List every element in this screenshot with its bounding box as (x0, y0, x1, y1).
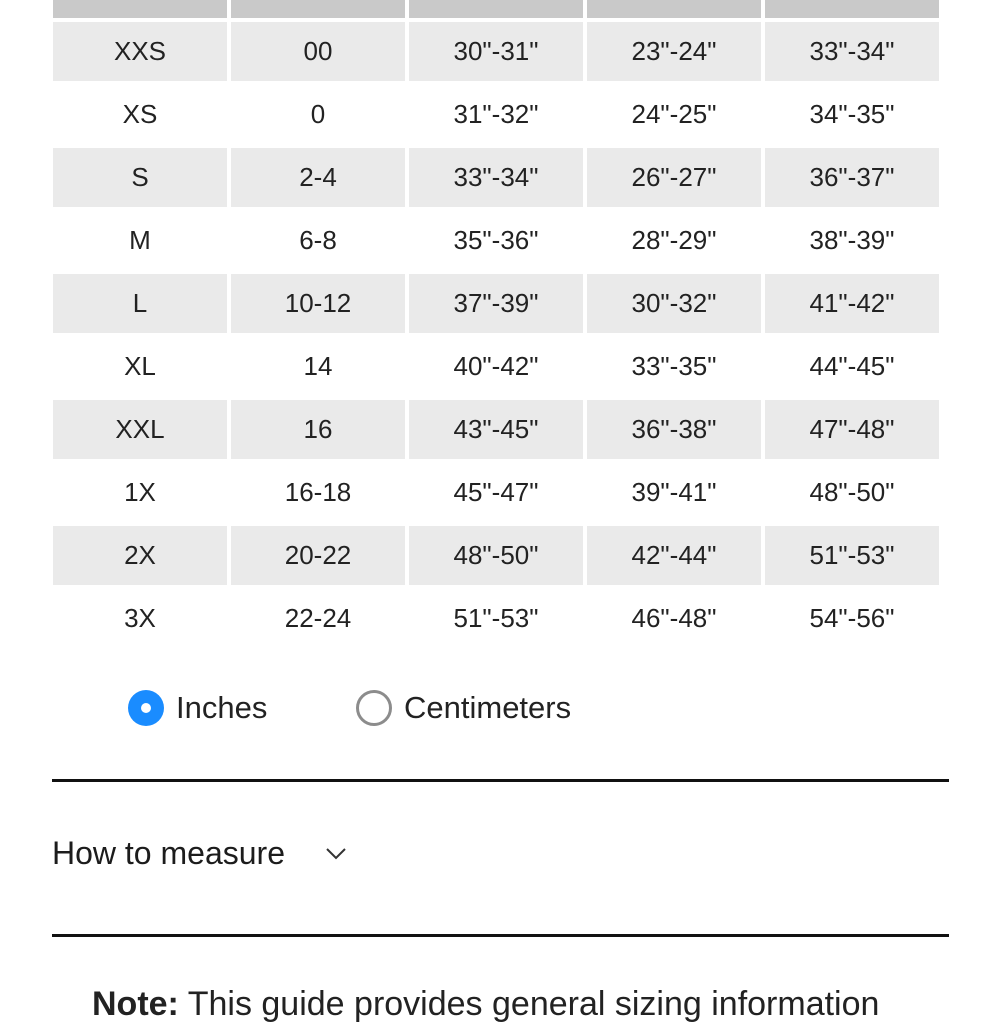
measurement-cell: 43"-45" (409, 400, 583, 459)
numeric-size-cell: 20-22 (231, 526, 405, 585)
header-cell (231, 0, 405, 18)
measurement-cell: 44"-45" (765, 337, 939, 396)
header-cell (587, 0, 761, 18)
measurement-cell: 47"-48" (765, 400, 939, 459)
measurement-cell: 37"-39" (409, 274, 583, 333)
measurement-cell: 40"-42" (409, 337, 583, 396)
inches-label: Inches (176, 690, 268, 725)
measurement-cell: 35"-36" (409, 211, 583, 270)
centimeters-option[interactable] (356, 690, 571, 726)
table-row (53, 85, 939, 144)
measurement-cell: 51"-53" (409, 589, 583, 648)
measurement-cell: 41"-42" (765, 274, 939, 333)
size-cell: XL (53, 337, 227, 396)
measurement-cell: 34"-35" (765, 85, 939, 144)
divider (52, 934, 949, 937)
size-cell: XXL (53, 400, 227, 459)
inches-radio[interactable] (128, 690, 164, 726)
inches-option[interactable] (128, 690, 267, 726)
table-row (53, 400, 939, 459)
measurement-cell: 36"-38" (587, 400, 761, 459)
measurement-cell: 30"-31" (409, 22, 583, 81)
size-cell: L (53, 274, 227, 333)
measurement-cell: 31"-32" (409, 85, 583, 144)
size-chart-table (49, 0, 943, 652)
table-row (53, 337, 939, 396)
centimeters-radio[interactable] (356, 690, 392, 726)
header-cell (765, 0, 939, 18)
how-to-measure-label: How to measure (52, 835, 285, 871)
measurement-cell: 28"-29" (587, 211, 761, 270)
numeric-size-cell: 14 (231, 337, 405, 396)
table-row (53, 463, 939, 522)
header-cell (409, 0, 583, 18)
sizing-note (92, 985, 879, 1024)
table-row (53, 22, 939, 81)
divider (52, 779, 949, 782)
measurement-cell: 24"-25" (587, 85, 761, 144)
measurement-cell: 48"-50" (765, 463, 939, 522)
measurement-cell: 23"-24" (587, 22, 761, 81)
size-cell: XS (53, 85, 227, 144)
note-text: This guide provides general sizing information (178, 985, 880, 1023)
numeric-size-cell: 16-18 (231, 463, 405, 522)
size-chart-header-row (53, 0, 939, 18)
numeric-size-cell: 00 (231, 22, 405, 81)
measurement-cell: 46"-48" (587, 589, 761, 648)
measurement-cell: 33"-35" (587, 337, 761, 396)
measurement-cell: 54"-56" (765, 589, 939, 648)
measurement-cell: 48"-50" (409, 526, 583, 585)
centimeters-label: Centimeters (404, 690, 572, 725)
measurement-cell: 39"-41" (587, 463, 761, 522)
measurement-cell: 36"-37" (765, 148, 939, 207)
note-prefix: Note: (92, 985, 179, 1023)
numeric-size-cell: 10-12 (231, 274, 405, 333)
measurement-cell: 33"-34" (409, 148, 583, 207)
how-to-measure-toggle[interactable] (52, 835, 347, 872)
measurement-cell: 33"-34" (765, 22, 939, 81)
numeric-size-cell: 0 (231, 85, 405, 144)
size-cell: XXS (53, 22, 227, 81)
table-row (53, 211, 939, 270)
table-row (53, 589, 939, 648)
chevron-down-icon (325, 847, 347, 861)
size-cell: 1X (53, 463, 227, 522)
size-cell: 2X (53, 526, 227, 585)
numeric-size-cell: 6-8 (231, 211, 405, 270)
measurement-cell: 42"-44" (587, 526, 761, 585)
measurement-cell: 45"-47" (409, 463, 583, 522)
numeric-size-cell: 16 (231, 400, 405, 459)
table-row (53, 148, 939, 207)
size-cell: S (53, 148, 227, 207)
size-cell: M (53, 211, 227, 270)
numeric-size-cell: 22-24 (231, 589, 405, 648)
numeric-size-cell: 2-4 (231, 148, 405, 207)
size-cell: 3X (53, 589, 227, 648)
table-row (53, 274, 939, 333)
header-cell (53, 0, 227, 18)
measurement-cell: 38"-39" (765, 211, 939, 270)
measurement-cell: 51"-53" (765, 526, 939, 585)
table-row (53, 526, 939, 585)
measurement-cell: 30"-32" (587, 274, 761, 333)
measurement-cell: 26"-27" (587, 148, 761, 207)
